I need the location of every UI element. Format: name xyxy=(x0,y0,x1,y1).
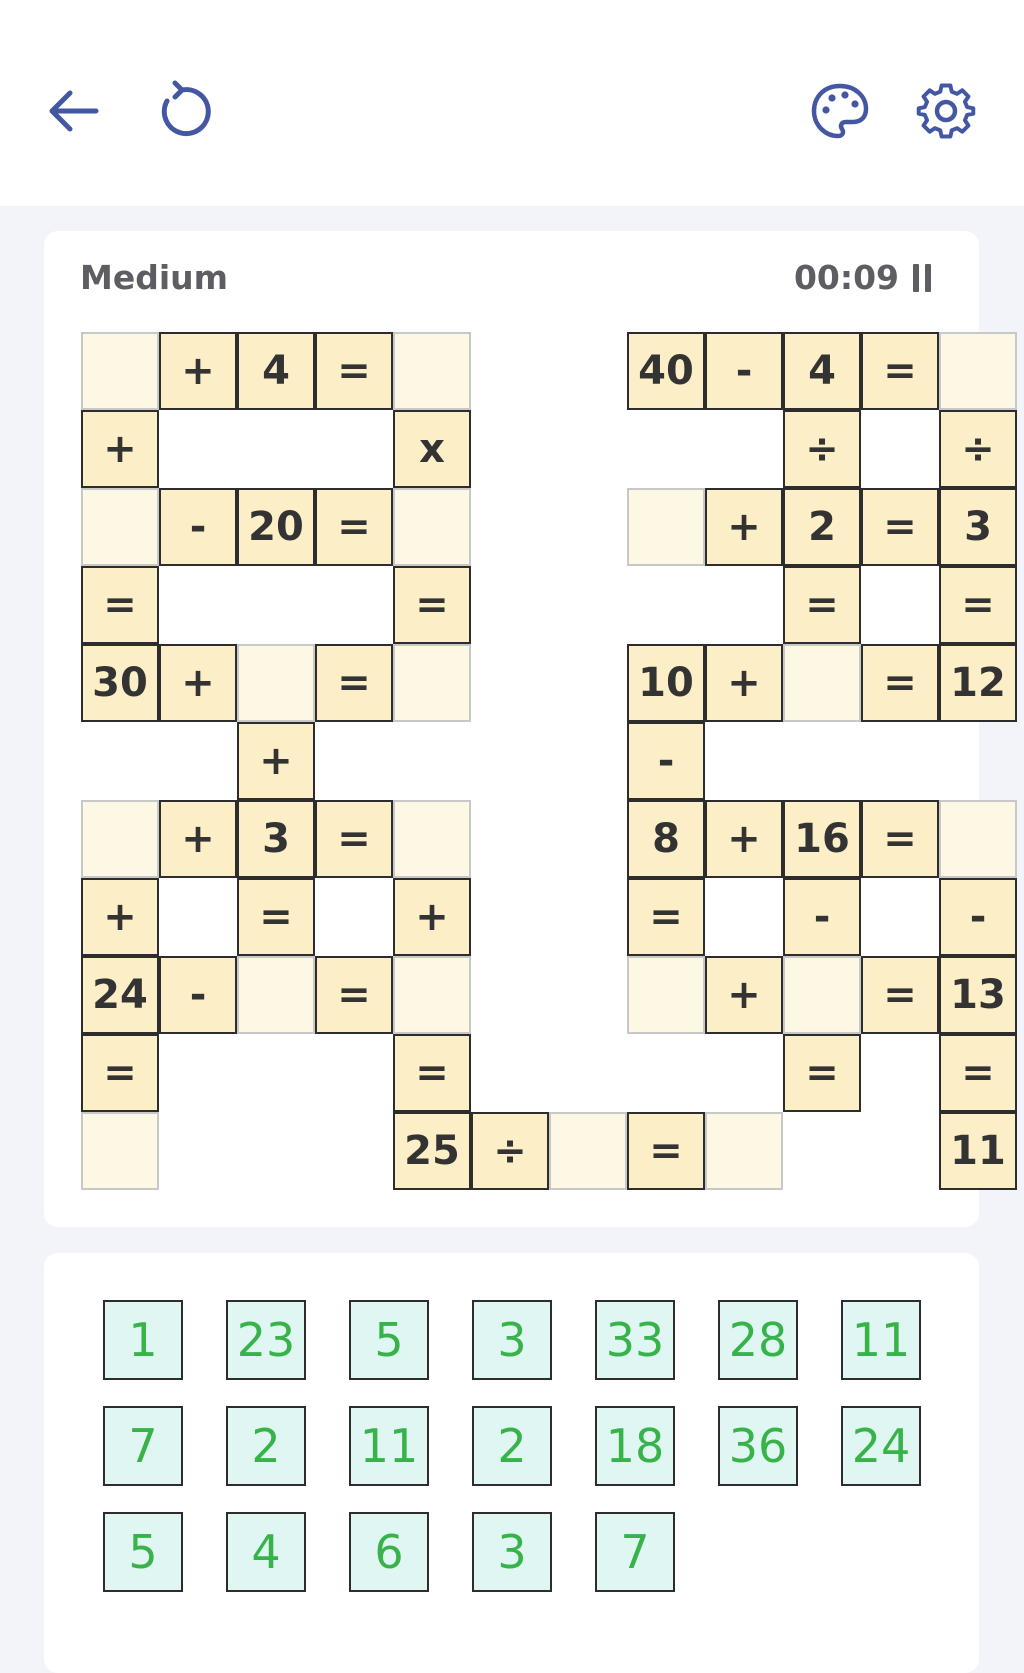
grid-cell: 11 xyxy=(939,1112,1017,1190)
gear-icon[interactable] xyxy=(914,79,978,143)
empty-cell[interactable] xyxy=(393,800,471,878)
empty-cell[interactable] xyxy=(939,800,1017,878)
grid-cell: + xyxy=(237,722,315,800)
grid-cell: - xyxy=(783,878,861,956)
grid-cell: + xyxy=(159,332,237,410)
number-tile[interactable]: 23 xyxy=(226,1300,306,1380)
number-tile[interactable]: 18 xyxy=(595,1406,675,1486)
number-tile[interactable]: 11 xyxy=(349,1406,429,1486)
grid-cell: + xyxy=(705,488,783,566)
grid-cell: 10 xyxy=(627,644,705,722)
grid-cell: = xyxy=(237,878,315,956)
empty-cell[interactable] xyxy=(783,956,861,1034)
empty-cell[interactable] xyxy=(393,956,471,1034)
empty-cell[interactable] xyxy=(627,956,705,1034)
grid-cell: + xyxy=(393,878,471,956)
grid-cell: = xyxy=(861,488,939,566)
palette-icon[interactable] xyxy=(808,79,872,143)
grid-cell: = xyxy=(315,488,393,566)
restart-icon[interactable] xyxy=(150,79,214,143)
empty-cell[interactable] xyxy=(237,956,315,1034)
grid-cell: 16 xyxy=(783,800,861,878)
puzzle-grid xyxy=(81,332,1006,1194)
grid-cell: 13 xyxy=(939,956,1017,1034)
empty-cell[interactable] xyxy=(393,332,471,410)
grid-cell: - xyxy=(159,488,237,566)
grid-cell: 4 xyxy=(237,332,315,410)
grid-cell: = xyxy=(861,644,939,722)
game-timer xyxy=(794,258,933,297)
grid-cell: 12 xyxy=(939,644,1017,722)
grid-cell: = xyxy=(783,1034,861,1112)
grid-cell: 25 xyxy=(393,1112,471,1190)
grid-cell: = xyxy=(939,1034,1017,1112)
pause-icon[interactable] xyxy=(911,264,933,292)
grid-cell: 8 xyxy=(627,800,705,878)
grid-cell: 40 xyxy=(627,332,705,410)
grid-cell: - xyxy=(939,878,1017,956)
empty-cell[interactable] xyxy=(627,488,705,566)
difficulty-label: Medium xyxy=(80,258,229,297)
grid-cell: x xyxy=(393,410,471,488)
grid-cell: + xyxy=(81,878,159,956)
number-tiles xyxy=(103,1300,923,1600)
empty-cell[interactable] xyxy=(81,1112,159,1190)
number-tile[interactable]: 28 xyxy=(718,1300,798,1380)
number-tile[interactable]: 3 xyxy=(472,1300,552,1380)
number-tile[interactable]: 2 xyxy=(226,1406,306,1486)
grid-cell: = xyxy=(393,566,471,644)
grid-cell: = xyxy=(393,1034,471,1112)
number-tile[interactable]: 11 xyxy=(841,1300,921,1380)
number-tile[interactable]: 5 xyxy=(103,1512,183,1592)
grid-cell: 3 xyxy=(237,800,315,878)
grid-cell: + xyxy=(159,644,237,722)
number-tile[interactable]: 6 xyxy=(349,1512,429,1592)
number-tile[interactable]: 5 xyxy=(349,1300,429,1380)
grid-cell: = xyxy=(315,644,393,722)
number-tile[interactable]: 24 xyxy=(841,1406,921,1486)
grid-cell: = xyxy=(81,1034,159,1112)
empty-cell[interactable] xyxy=(783,644,861,722)
empty-cell[interactable] xyxy=(393,644,471,722)
grid-cell: + xyxy=(705,956,783,1034)
grid-cell: = xyxy=(627,1112,705,1190)
grid-cell: = xyxy=(315,956,393,1034)
empty-cell[interactable] xyxy=(81,332,159,410)
grid-cell: = xyxy=(861,332,939,410)
grid-cell: + xyxy=(159,800,237,878)
grid-cell: + xyxy=(705,644,783,722)
number-tile[interactable]: 4 xyxy=(226,1512,306,1592)
grid-cell: 30 xyxy=(81,644,159,722)
empty-cell[interactable] xyxy=(81,488,159,566)
empty-cell[interactable] xyxy=(393,488,471,566)
grid-cell: ÷ xyxy=(471,1112,549,1190)
number-tile[interactable]: 2 xyxy=(472,1406,552,1486)
grid-cell: = xyxy=(939,566,1017,644)
number-tile[interactable]: 7 xyxy=(103,1406,183,1486)
grid-cell: + xyxy=(705,800,783,878)
number-tile[interactable]: 36 xyxy=(718,1406,798,1486)
grid-cell: ÷ xyxy=(783,410,861,488)
number-tile[interactable]: 7 xyxy=(595,1512,675,1592)
grid-cell: = xyxy=(861,800,939,878)
grid-cell: = xyxy=(315,800,393,878)
grid-cell: = xyxy=(81,566,159,644)
empty-cell[interactable] xyxy=(237,644,315,722)
grid-cell: ÷ xyxy=(939,410,1017,488)
empty-cell[interactable] xyxy=(939,332,1017,410)
timer-value: 00:09 xyxy=(793,258,899,297)
back-arrow-icon[interactable] xyxy=(42,79,106,143)
grid-cell: 4 xyxy=(783,332,861,410)
grid-cell: = xyxy=(315,332,393,410)
grid-cell: 20 xyxy=(237,488,315,566)
empty-cell[interactable] xyxy=(81,800,159,878)
grid-cell: 24 xyxy=(81,956,159,1034)
grid-cell: = xyxy=(861,956,939,1034)
empty-cell[interactable] xyxy=(549,1112,627,1190)
number-tile[interactable]: 1 xyxy=(103,1300,183,1380)
grid-cell: + xyxy=(81,410,159,488)
top-toolbar xyxy=(0,0,1024,206)
empty-cell[interactable] xyxy=(705,1112,783,1190)
number-tile[interactable]: 33 xyxy=(595,1300,675,1380)
grid-cell: 2 xyxy=(783,488,861,566)
grid-cell: - xyxy=(159,956,237,1034)
grid-cell: - xyxy=(705,332,783,410)
grid-cell: - xyxy=(627,722,705,800)
number-tile[interactable]: 3 xyxy=(472,1512,552,1592)
grid-cell: = xyxy=(783,566,861,644)
grid-cell: 3 xyxy=(939,488,1017,566)
grid-cell: = xyxy=(627,878,705,956)
